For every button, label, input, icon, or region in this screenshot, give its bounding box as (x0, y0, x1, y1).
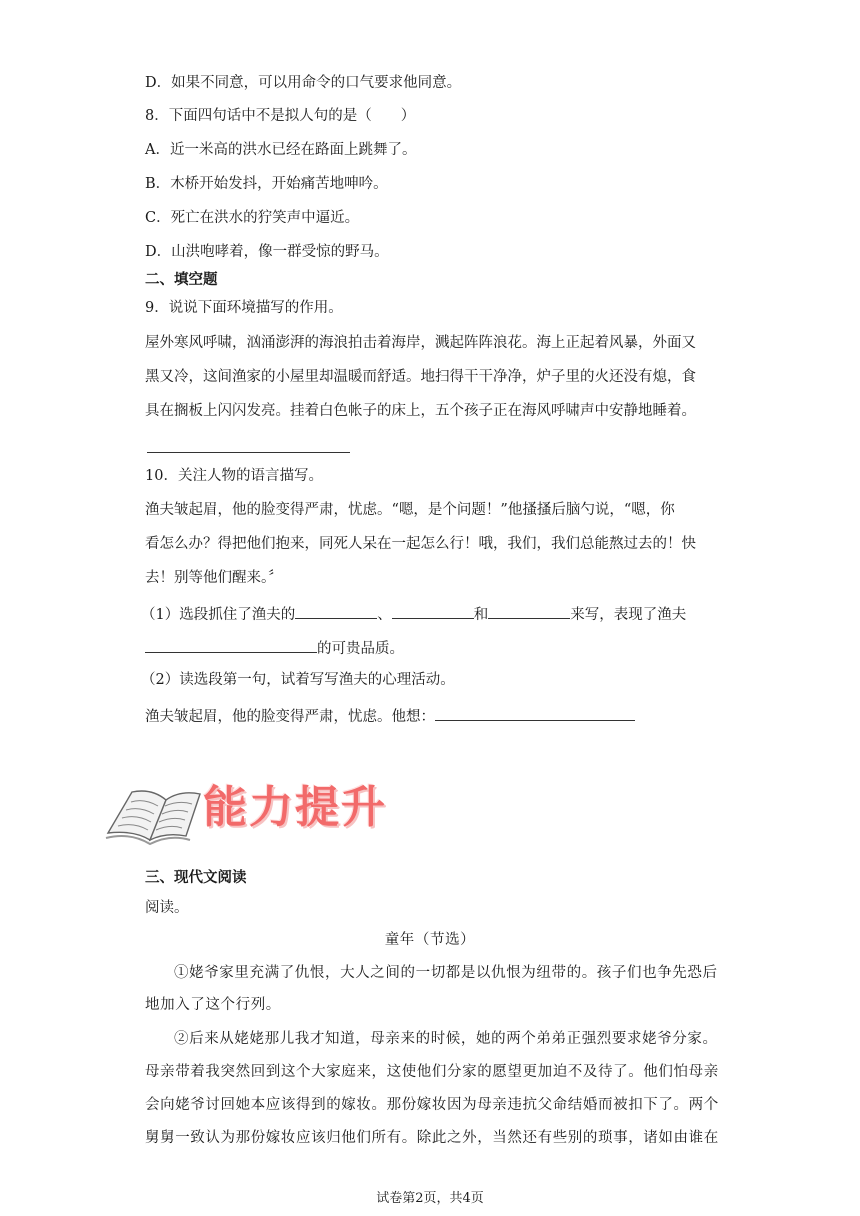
q10-sub1-sep1: 、 (377, 607, 392, 623)
q9-passage-line3: 具在搁板上闪闪发亮。挂着白色帐子的床上，五个孩子正在海风呼啸声中安静地睡着。 (145, 403, 696, 419)
reading-p2-line4: 舅舅一致认为那份嫁妆应该归他们所有。除此之外，当然还有些别的琐事，诸如由谁在 (145, 1130, 719, 1146)
reading-p2-line3: 会向姥爷讨回她本应该得到的嫁妆。那份嫁妆因为母亲违抗父命结婚而被扣下了。两个 (145, 1097, 719, 1113)
q9-passage-line2: 黑又冷，这间渔家的小屋里却温暖而舒适。地扫得干干净净，炉子里的火还没有熄，食 (145, 369, 696, 385)
section3-heading: 三、现代文阅读 (145, 869, 247, 886)
q8-stem: 8．下面四句话中不是拟人句的是（ ） (145, 108, 416, 124)
q10-stem: 10．关注人物的语言描写。 (145, 468, 323, 484)
q10-sub1-blank-4[interactable] (145, 636, 317, 653)
section2-heading: 二、填空题 (145, 271, 218, 288)
q10-sub1-sep2: 和 (473, 607, 489, 623)
q9-answer-blank[interactable] (147, 452, 350, 453)
reading-p2-line1: ②后来从姥姥那儿我才知道，母亲来的时候，她的两个弟弟正强烈要求姥爷分家。 (174, 1031, 718, 1047)
q10-sub2-line (145, 704, 635, 727)
q9-stem: 9．说说下面环境描写的作用。 (145, 300, 343, 316)
q8-option-a: A．近一米高的洪水已经在路面上跳舞了。 (145, 142, 417, 158)
q10-sub1-text-a: （1）选段抓住了渔夫的 (141, 607, 296, 623)
q10-sub1-line2 (145, 636, 404, 659)
reading-p1-line1: ①姥爷家里充满了仇恨，大人之间的一切都是以仇恨为纽带的。孩子们也争先恐后 (174, 965, 718, 981)
section-banner-title: 能力提升 (203, 782, 387, 833)
q10-passage-line3: 去！别等他们醒来。〞 (145, 570, 283, 586)
q7-option-d: D．如果不同意，可以用命令的口气要求他同意。 (145, 75, 462, 91)
page-footer: 试卷第2页，共4页 (376, 1191, 484, 1206)
q10-sub1-line1 (141, 602, 686, 625)
reading-p2-line2: 母亲带着我突然回到这个大家庭来，这使他们分家的愿望更加迫不及待了。他们怕母亲 (145, 1064, 719, 1080)
q10-sub1-blank-3[interactable] (488, 602, 570, 619)
q8-option-c: C．死亡在洪水的狞笑声中逼近。 (145, 210, 360, 226)
reading-p1-line2: 地加入了这个行列。 (145, 997, 281, 1013)
q10-sub2-stem: （2）读选段第一句，试着写写渔夫的心理活动。 (141, 672, 455, 688)
q8-option-d: D．山洪咆哮着，像一群受惊的野马。 (145, 244, 389, 260)
q10-sub1-text-c: 的可贵品质。 (317, 641, 404, 657)
q10-sub2-text: 渔夫皱起眉，他的脸变得严肃，忧虑。他想： (145, 709, 435, 725)
q10-sub1-blank-2[interactable] (392, 602, 474, 619)
q10-passage-line2: 看怎么办？得把他们抱来，同死人呆在一起怎么行！哦，我们，我们总能熬过去的！快 (145, 536, 696, 552)
section3-intro: 阅读。 (145, 900, 189, 916)
q9-passage-line1: 屋外寒风呼啸，汹涌澎湃的海浪拍击着海岸，溅起阵阵浪花。海上正起着风暴，外面又 (145, 335, 696, 351)
reading-title: 童年（节选） (384, 932, 476, 948)
q8-option-b: B．木桥开始发抖，开始痛苦地呻吟。 (145, 176, 388, 192)
q10-passage-line1: 渔夫皱起眉，他的脸变得严肃，忧虑。“嗯，是个问题！”他搔搔后脑勺说，“嗯，你 (145, 502, 675, 518)
q10-sub1-text-b: 来写，表现了渔夫 (570, 607, 687, 623)
q10-sub1-blank-1[interactable] (295, 602, 377, 619)
q10-sub2-blank[interactable] (435, 704, 635, 721)
